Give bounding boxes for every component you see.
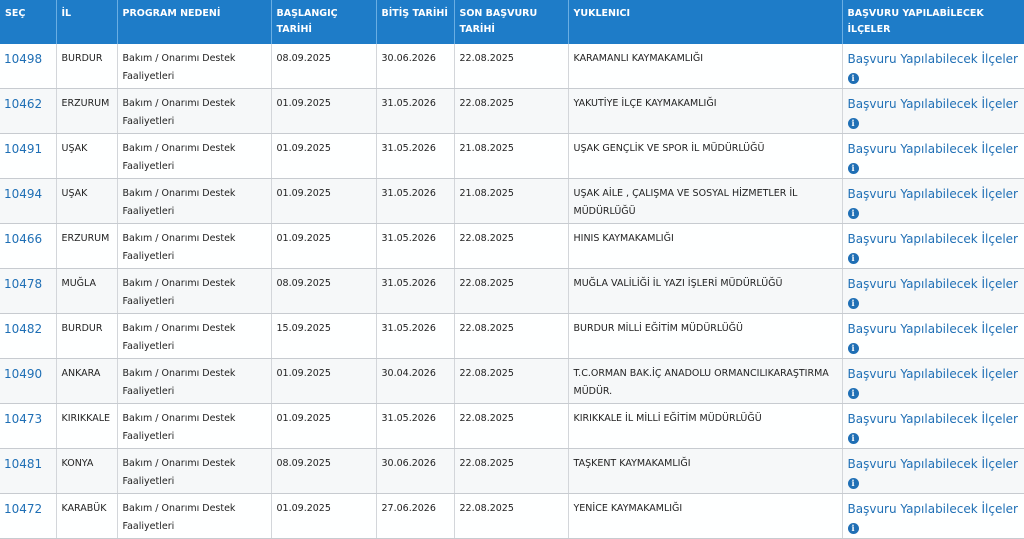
info-icon[interactable]: i: [848, 253, 859, 264]
cell-il: UŞAK: [56, 134, 117, 179]
districts-link[interactable]: Başvuru Yapılabilecek İlçeler: [847, 277, 1018, 291]
cell-il: MUĞLA: [56, 269, 117, 314]
cell-deadline: 22.08.2025: [454, 269, 568, 314]
cell-contractor: KARAMANLI KAYMAKAMLIĞI: [568, 44, 842, 89]
cell-sec: [0, 44, 56, 89]
table-row: [0, 134, 1024, 179]
cell-districts: [842, 269, 1024, 314]
cell-start-date: 08.09.2025: [271, 449, 376, 494]
col-header-ilceler: BAŞVURU YAPILABİLECEK İLÇELER: [842, 0, 1024, 44]
cell-districts: [842, 44, 1024, 89]
cell-sec: [0, 359, 56, 404]
info-icon[interactable]: i: [848, 523, 859, 534]
cell-deadline: 22.08.2025: [454, 89, 568, 134]
districts-link[interactable]: Başvuru Yapılabilecek İlçeler: [847, 322, 1018, 336]
cell-districts: [842, 359, 1024, 404]
cell-start-date: 01.09.2025: [271, 404, 376, 449]
cell-sec: [0, 134, 56, 179]
cell-program: Bakım / Onarımı Destek Faaliyetleri: [117, 449, 271, 494]
cell-contractor: T.C.ORMAN BAK.İÇ ANADOLU ORMANCILIKARAŞTIRMA MÜDÜR.: [568, 359, 842, 404]
cell-il: KIRIKKALE: [56, 404, 117, 449]
cell-contractor: HINIS KAYMAKAMLIĞI: [568, 224, 842, 269]
cell-deadline: 22.08.2025: [454, 314, 568, 359]
cell-program: Bakım / Onarımı Destek Faaliyetleri: [117, 359, 271, 404]
cell-il: KARABÜK: [56, 494, 117, 539]
districts-link[interactable]: Başvuru Yapılabilecek İlçeler: [847, 412, 1018, 426]
cell-program: Bakım / Onarımı Destek Faaliyetleri: [117, 134, 271, 179]
cell-end-date: 31.05.2026: [376, 179, 454, 224]
col-header-baslangic[interactable]: BAŞLANGIÇ TARİHİ: [271, 0, 376, 44]
cell-districts: [842, 179, 1024, 224]
cell-il: BURDUR: [56, 314, 117, 359]
districts-link[interactable]: Başvuru Yapılabilecek İlçeler: [847, 457, 1018, 471]
cell-end-date: 31.05.2026: [376, 224, 454, 269]
cell-il: KONYA: [56, 449, 117, 494]
table-row: [0, 224, 1024, 269]
table-row: [0, 44, 1024, 89]
cell-deadline: 22.08.2025: [454, 359, 568, 404]
cell-program: Bakım / Onarımı Destek Faaliyetleri: [117, 89, 271, 134]
cell-districts: [842, 224, 1024, 269]
cell-contractor: TAŞKENT KAYMAKAMLIĞI: [568, 449, 842, 494]
cell-deadline: 21.08.2025: [454, 179, 568, 224]
cell-deadline: 22.08.2025: [454, 404, 568, 449]
table-row: [0, 359, 1024, 404]
districts-link[interactable]: Başvuru Yapılabilecek İlçeler: [847, 502, 1018, 516]
select-record-link[interactable]: 10481: [4, 457, 43, 471]
cell-districts: [842, 494, 1024, 539]
table-row: [0, 314, 1024, 359]
table-row: [0, 494, 1024, 539]
districts-link[interactable]: Başvuru Yapılabilecek İlçeler: [847, 187, 1018, 201]
select-record-link[interactable]: 10491: [4, 142, 43, 156]
cell-program: Bakım / Onarımı Destek Faaliyetleri: [117, 269, 271, 314]
info-icon[interactable]: i: [848, 208, 859, 219]
info-icon[interactable]: i: [848, 118, 859, 129]
info-icon[interactable]: i: [848, 388, 859, 399]
cell-districts: [842, 404, 1024, 449]
info-icon[interactable]: i: [848, 343, 859, 354]
cell-il: ANKARA: [56, 359, 117, 404]
cell-sec: [0, 449, 56, 494]
cell-contractor: UŞAK AİLE , ÇALIŞMA VE SOSYAL HİZMETLER İL MÜDÜRLÜĞÜ: [568, 179, 842, 224]
cell-end-date: 30.06.2026: [376, 449, 454, 494]
select-record-link[interactable]: 10466: [4, 232, 43, 246]
cell-end-date: 31.05.2026: [376, 269, 454, 314]
cell-end-date: 27.06.2026: [376, 494, 454, 539]
cell-districts: [842, 449, 1024, 494]
info-icon[interactable]: i: [848, 163, 859, 174]
select-record-link[interactable]: 10472: [4, 502, 43, 516]
districts-link[interactable]: Başvuru Yapılabilecek İlçeler: [847, 142, 1018, 156]
cell-start-date: 01.09.2025: [271, 494, 376, 539]
select-record-link[interactable]: 10462: [4, 97, 43, 111]
cell-program: Bakım / Onarımı Destek Faaliyetleri: [117, 44, 271, 89]
districts-link[interactable]: Başvuru Yapılabilecek İlçeler: [847, 97, 1018, 111]
cell-deadline: 22.08.2025: [454, 44, 568, 89]
cell-contractor: MUĞLA VALİLİĞİ İL YAZI İŞLERİ MÜDÜRLÜĞÜ: [568, 269, 842, 314]
cell-sec: [0, 224, 56, 269]
districts-link[interactable]: Başvuru Yapılabilecek İlçeler: [847, 232, 1018, 246]
cell-start-date: 01.09.2025: [271, 134, 376, 179]
cell-sec: [0, 179, 56, 224]
cell-start-date: 08.09.2025: [271, 269, 376, 314]
cell-program: Bakım / Onarımı Destek Faaliyetleri: [117, 179, 271, 224]
cell-districts: [842, 134, 1024, 179]
cell-program: Bakım / Onarımı Destek Faaliyetleri: [117, 314, 271, 359]
cell-il: UŞAK: [56, 179, 117, 224]
cell-program: Bakım / Onarımı Destek Faaliyetleri: [117, 224, 271, 269]
cell-end-date: 31.05.2026: [376, 134, 454, 179]
col-header-son-basvuru[interactable]: SON BAŞVURU TARİHİ: [454, 0, 568, 44]
info-icon[interactable]: i: [848, 478, 859, 489]
cell-end-date: 31.05.2026: [376, 314, 454, 359]
col-header-program[interactable]: PROGRAM NEDENİ: [117, 0, 271, 44]
info-icon[interactable]: i: [848, 433, 859, 444]
cell-program: Bakım / Onarımı Destek Faaliyetleri: [117, 494, 271, 539]
info-icon[interactable]: i: [848, 73, 859, 84]
cell-start-date: 01.09.2025: [271, 89, 376, 134]
table-row: [0, 89, 1024, 134]
cell-start-date: 01.09.2025: [271, 224, 376, 269]
cell-deadline: 22.08.2025: [454, 494, 568, 539]
cell-contractor: UŞAK GENÇLİK VE SPOR İL MÜDÜRLÜĞÜ: [568, 134, 842, 179]
col-header-sec[interactable]: SEÇ: [0, 0, 56, 44]
cell-sec: [0, 494, 56, 539]
cell-start-date: 08.09.2025: [271, 44, 376, 89]
select-record-link[interactable]: 10490: [4, 367, 43, 381]
table-header: [0, 0, 1024, 44]
cell-sec: [0, 269, 56, 314]
cell-end-date: 31.05.2026: [376, 89, 454, 134]
districts-link[interactable]: Başvuru Yapılabilecek İlçeler: [847, 367, 1018, 381]
cell-start-date: 01.09.2025: [271, 179, 376, 224]
cell-contractor: YAKUTİYE İLÇE KAYMAKAMLIĞI: [568, 89, 842, 134]
cell-deadline: 22.08.2025: [454, 449, 568, 494]
col-header-yuklenici[interactable]: YUKLENICI: [568, 0, 842, 44]
cell-districts: [842, 314, 1024, 359]
select-record-link[interactable]: 10478: [4, 277, 43, 291]
col-header-bitis[interactable]: BİTİŞ TARİHİ: [376, 0, 454, 44]
cell-deadline: 22.08.2025: [454, 224, 568, 269]
cell-sec: [0, 89, 56, 134]
cell-start-date: 15.09.2025: [271, 314, 376, 359]
select-record-link[interactable]: 10494: [4, 187, 43, 201]
col-header-il[interactable]: İL: [56, 0, 117, 44]
table-row: [0, 179, 1024, 224]
select-record-link[interactable]: 10498: [4, 52, 43, 66]
info-icon[interactable]: i: [848, 298, 859, 309]
cell-districts: [842, 89, 1024, 134]
cell-il: ERZURUM: [56, 224, 117, 269]
cell-end-date: 30.06.2026: [376, 44, 454, 89]
select-record-link[interactable]: 10482: [4, 322, 43, 336]
table-row: [0, 404, 1024, 449]
table-row: [0, 269, 1024, 314]
cell-il: BURDUR: [56, 44, 117, 89]
table-body: [0, 44, 1024, 539]
cell-end-date: 31.05.2026: [376, 404, 454, 449]
cell-sec: [0, 314, 56, 359]
select-record-link[interactable]: 10473: [4, 412, 43, 426]
cell-contractor: KIRIKKALE İL MİLLİ EĞİTİM MÜDÜRLÜĞÜ: [568, 404, 842, 449]
cell-program: Bakım / Onarımı Destek Faaliyetleri: [117, 404, 271, 449]
districts-link[interactable]: Başvuru Yapılabilecek İlçeler: [847, 52, 1018, 66]
cell-sec: [0, 404, 56, 449]
cell-end-date: 30.04.2026: [376, 359, 454, 404]
table-row: [0, 449, 1024, 494]
cell-il: ERZURUM: [56, 89, 117, 134]
cell-contractor: YENİCE KAYMAKAMLIĞI: [568, 494, 842, 539]
cell-start-date: 01.09.2025: [271, 359, 376, 404]
cell-deadline: 21.08.2025: [454, 134, 568, 179]
cell-contractor: BURDUR MİLLİ EĞİTİM MÜDÜRLÜĞÜ: [568, 314, 842, 359]
